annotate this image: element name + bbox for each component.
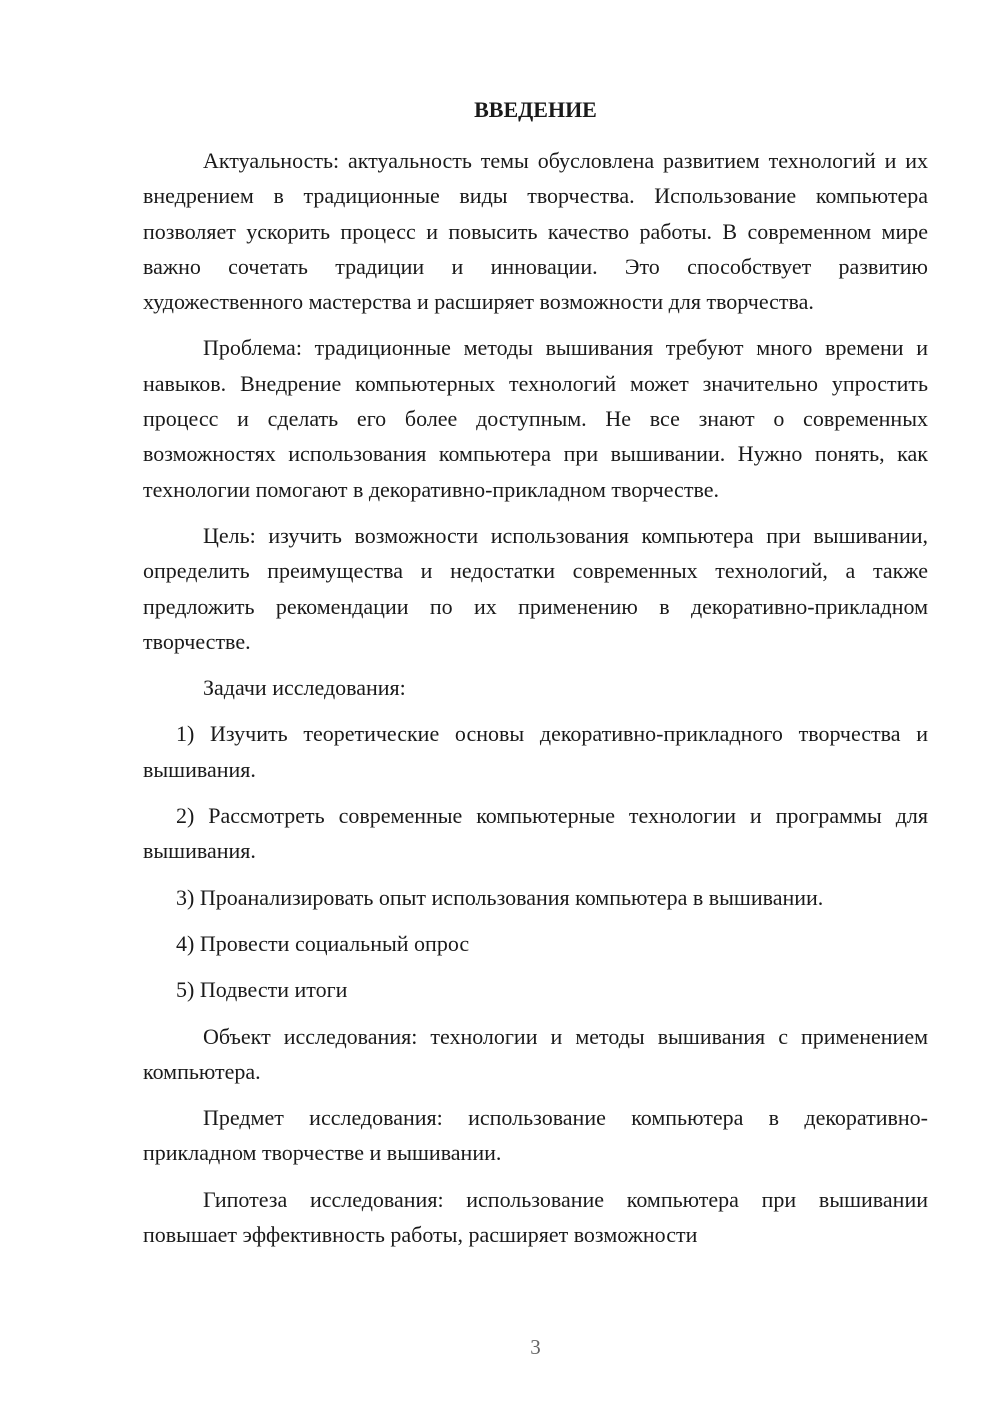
page-number: 3 — [530, 1335, 541, 1359]
paragraph-subject: Предмет исследования: использование компьютера в декоративно-прикладном творчестве и вышивании. — [143, 1105, 928, 1166]
paragraph-goal: Цель: изучить возможности использования компьютера при вышивании, определить преимущества и недостатки современных технологий, а также предложить рекомендации по их применению в декоративно-прикладном творчестве. — [143, 522, 928, 654]
document-page — [143, 0, 928, 1414]
paragraph-problem: Проблема: традиционные методы вышивания требуют много времени и навыков. Внедрение компьютерных технологий может значительно упростить процесс и сделать его более доступным. Не все знают о современных возможностях использования компьютера при вышивании. Нужно понять, как технологии помогают в декоративно-прикладном творчестве. — [143, 335, 928, 502]
paragraph-relevance: Актуальность: актуальность темы обусловлена развитием технологий и их внедрением в традиционные виды творчества. Использование компьютера позволяет ускорить процесс и повысить качество работы. В современном мире важно сочетать традиции и инновации. Это способствует развитию художественного мастерства и расширяет возможности для творчества. — [143, 148, 928, 315]
task-item: 1) Изучить теоретические основы декоративно-прикладного творчества и вышивания. — [143, 721, 928, 782]
task-item: 5) Подвести итоги — [176, 977, 348, 1003]
task-item: 2) Рассмотреть современные компьютерные технологии и программы для вышивания. — [143, 803, 928, 864]
task-item: 3) Проанализировать опыт использования компьютера в вышивании. — [176, 884, 824, 910]
paragraph-hypothesis: Гипотеза исследования: использование компьютера при вышивании повышает эффективность работы, расширяет возможности — [143, 1186, 928, 1248]
task-item: 4) Провести социальный опрос — [176, 930, 470, 956]
document-body — [143, 143, 928, 1263]
page-title: ВВЕДЕНИЕ — [474, 97, 597, 122]
paragraph-object: Объект исследования: технологии и методы вышивания с применением компьютера. — [143, 1023, 928, 1084]
tasks-heading: Задачи исследования: — [203, 675, 406, 701]
